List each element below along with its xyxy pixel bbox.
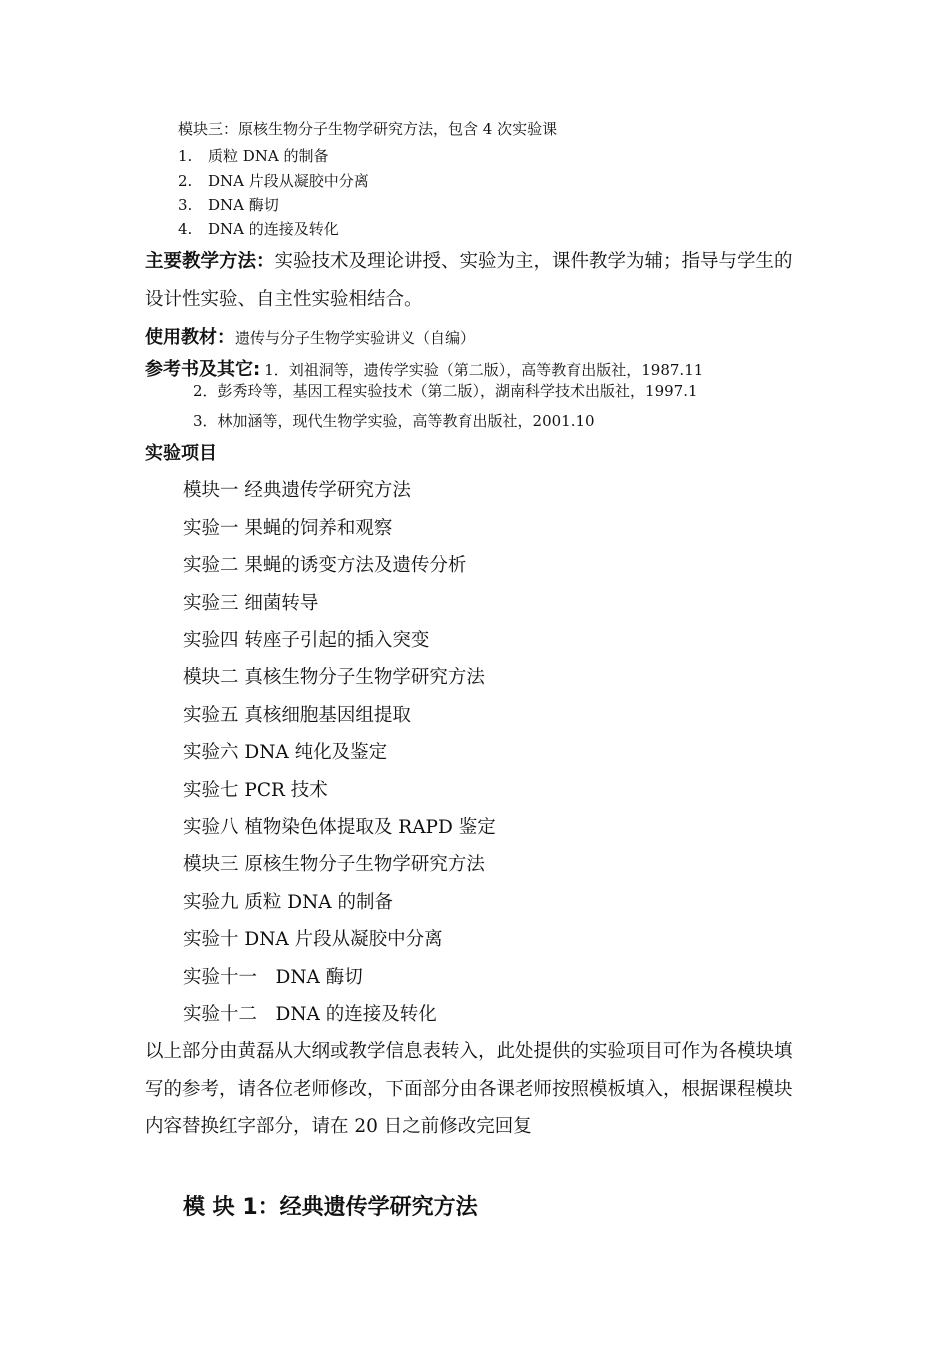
module3-item <box>178 194 279 215</box>
experiment-item: 实验二 果蝇的诱变方法及遗传分析 <box>183 555 467 576</box>
reference-item: 2．彭秀玲等，基因工程实验技术（第二版），湖南科学技术出版社，1997.1 <box>193 382 698 400</box>
teaching-method <box>145 247 793 273</box>
teaching-method-label: 主要教学方法： <box>145 251 275 272</box>
module3-item <box>178 218 339 239</box>
experiment-item: 模块一 经典遗传学研究方法 <box>183 480 411 501</box>
textbook <box>145 323 475 349</box>
experiment-item: 实验九 质粒 DNA 的制备 <box>183 892 394 913</box>
reference-item: 1．刘祖洞等，遗传学实验（第二版），高等教育出版社，1987.11 <box>264 361 704 379</box>
teaching-method-line1: 实验技术及理论讲授、实验为主，课件教学为辅；指导与学生的 <box>274 251 793 272</box>
experiment-item: 实验六 DNA 纯化及鉴定 <box>183 742 388 763</box>
reference-item: 3．林加涵等，现代生物学实验，高等教育出版社，2001.10 <box>193 412 595 430</box>
module1-heading: 模 块 1：经典遗传学研究方法 <box>183 1195 478 1220</box>
note-line2: 写的参考，请各位老师修改，下面部分由各课老师按照模板填入，根据课程模块 <box>145 1079 793 1100</box>
experiment-item: 实验五 真核细胞基因组提取 <box>183 705 411 726</box>
experiment-item: 实验一 果蝇的饲养和观察 <box>183 518 393 539</box>
item-number: 3. <box>178 196 193 214</box>
experiment-item: 实验四 转座子引起的插入突变 <box>183 630 430 651</box>
experiment-item: 实验十一 DNA 酶切 <box>183 967 363 988</box>
references <box>145 355 703 381</box>
note-line1: 以上部分由黄磊从大纲或教学信息表转入，此处提供的实验项目可作为各模块填 <box>145 1041 793 1062</box>
item-number: 1. <box>178 147 193 165</box>
experiment-item: 实验八 植物染色体提取及 RAPD 鉴定 <box>183 817 496 838</box>
item-text: DNA 酶切 <box>208 196 279 214</box>
item-text: 质粒 DNA 的制备 <box>208 147 329 165</box>
note-line3: 内容替换红字部分，请在 20 日之前修改完回复 <box>145 1116 532 1137</box>
experiment-item: 实验十二 DNA 的连接及转化 <box>183 1004 437 1025</box>
item-number: 4. <box>178 220 193 238</box>
experiments-heading: 实验项目 <box>145 443 217 464</box>
module3-item <box>178 145 329 166</box>
item-number: 2. <box>178 172 193 190</box>
experiment-item: 实验三 细菌转导 <box>183 593 319 614</box>
module3-title: 模块三：原核生物分子生物学研究方法，包含 4 次实验课 <box>178 120 558 138</box>
textbook-value: 遗传与分子生物学实验讲义（自编） <box>235 329 476 347</box>
experiment-item: 实验十 DNA 片段从凝胶中分离 <box>183 929 443 950</box>
textbook-label: 使用教材： <box>145 327 235 348</box>
experiment-item: 实验七 PCR 技术 <box>183 780 328 801</box>
experiment-item: 模块二 真核生物分子生物学研究方法 <box>183 667 485 688</box>
references-label: 参考书及其它: <box>145 359 261 380</box>
teaching-method-line2: 设计性实验、自主性实验相结合。 <box>145 289 423 310</box>
module3-item <box>178 170 369 191</box>
experiment-item: 模块三 原核生物分子生物学研究方法 <box>183 854 485 875</box>
item-text: DNA 片段从凝胶中分离 <box>208 172 369 190</box>
item-text: DNA 的连接及转化 <box>208 220 339 238</box>
